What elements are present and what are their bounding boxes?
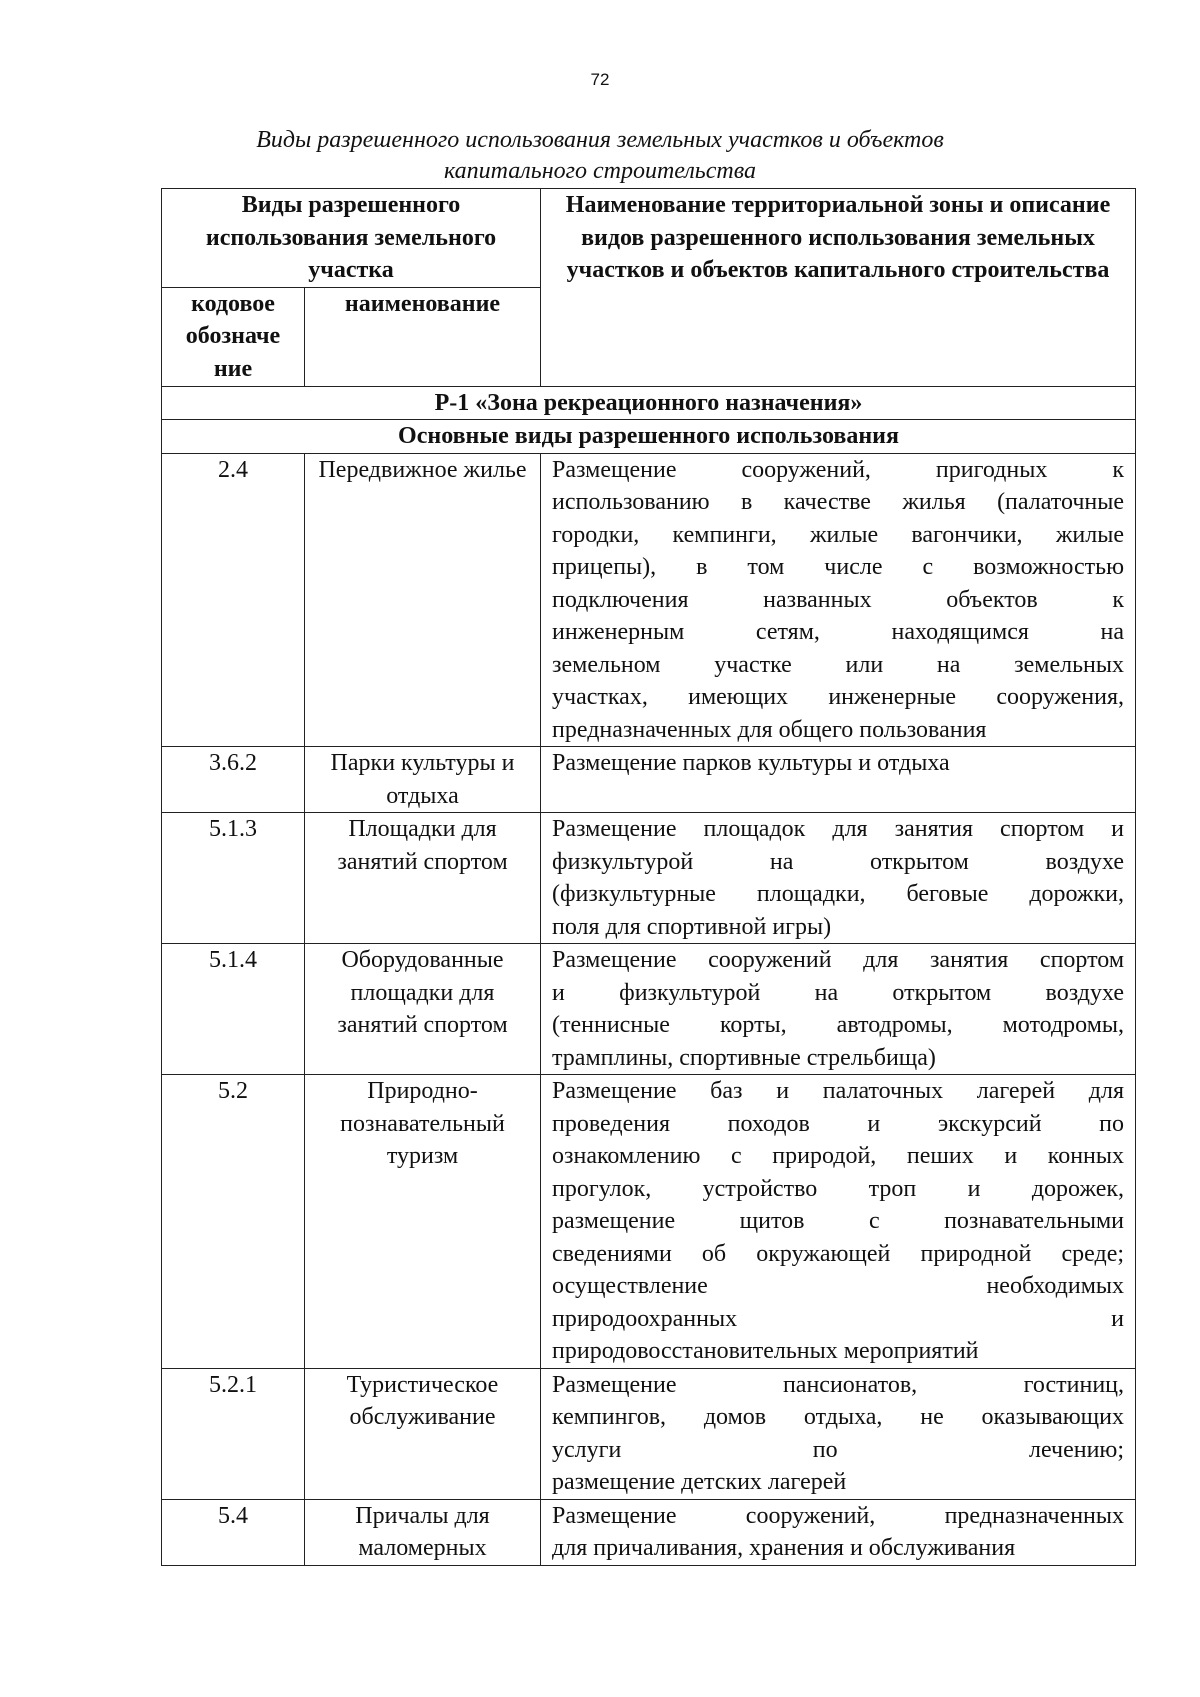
section-title: Основные виды разрешенного использования [162,420,1136,454]
description-line: осуществление необходимых [552,1273,1125,1299]
description-line: проведения походов и экскурсий по [552,1110,1125,1137]
header-code: кодовое обозначе ние [162,287,305,386]
row-name: Туристическое обслуживание [305,1368,541,1499]
row-name: Площадки для занятий спортом [305,813,541,944]
description-line: ознакомлению с природой, пеших и конных [552,1143,1125,1169]
row-description [541,1499,1136,1565]
row-description [541,944,1136,1075]
description-line: и физкультурой на открытом воздухе [552,979,1125,1006]
description-line: (физкультурные площадки, беговые дорожки, [552,881,1125,907]
description-line: Размещение сооружений, пригодных к [552,456,1125,483]
description-line: трамплины, спортивные стрельбища) [552,1044,936,1071]
row-name: Оборудованные площадки для занятий спортом [305,944,541,1075]
row-description [541,747,1136,813]
description-line: (теннисные корты, автодромы, мотодромы, [552,1012,1125,1038]
description-line: природовосстановительных мероприятий [552,1338,979,1364]
table-row [162,1499,1136,1565]
description-line: услуги по лечению; [552,1436,1125,1463]
table-header [162,189,1136,387]
row-code: 5.1.4 [162,944,305,1075]
description-line: Размещение парков культуры и отдыха [552,750,950,776]
description-line: поля для спортивной игры) [552,913,832,940]
row-description [541,1075,1136,1369]
row-description [541,453,1136,747]
description-line: прогулок, устройство троп и дорожек, [552,1175,1125,1202]
land-use-table [161,188,1136,1566]
description-line: участках, имеющих инженерные сооружения, [552,684,1125,710]
description-line: сведениями об окружающей природной среде; [552,1240,1125,1267]
table-row [162,944,1136,1075]
row-code: 5.2.1 [162,1368,305,1499]
description-line: физкультурой на открытом воздухе [552,848,1125,875]
description-line: Размещение сооружений для занятия спортом [552,947,1125,973]
description-line: Размещение баз и палаточных лагерей для [552,1078,1125,1104]
description-line: кемпингов, домов отдыха, не оказывающих [552,1404,1125,1430]
description-line: инженерным сетям, находящимся на [552,619,1125,645]
header-group-title: Виды разрешенного использования земельного участка [162,189,541,288]
row-code: 2.4 [162,453,305,747]
row-name: Передвижное жилье [305,453,541,747]
header-name: наименование [305,287,541,386]
description-line: размещение детских лагерей [552,1469,847,1495]
row-description [541,1368,1136,1499]
row-name: Парки культуры и отдыха [305,747,541,813]
table-row [162,1368,1136,1499]
row-code: 5.1.3 [162,813,305,944]
description-line: земельном участке или на земельных [552,651,1125,678]
description-line: использованию в качестве жилья (палаточные [552,489,1125,515]
table-row [162,747,1136,813]
row-name: Природно-познавательный туризм [305,1075,541,1369]
row-code: 5.2 [162,1075,305,1369]
row-code: 5.4 [162,1499,305,1565]
table-row [162,813,1136,944]
description-line: Размещение пансионатов, гостиниц, [552,1371,1125,1398]
description-line: прицепы), в том числе с возможностью [552,554,1125,580]
zone-title: Р-1 «Зона рекреационного назначения» [162,386,1136,420]
description-line: предназначенных для общего пользования [552,716,987,743]
description-line: Размещение сооружений, предназначенных [552,1502,1125,1529]
description-line: городки, кемпинги, жилые вагончики, жилые [552,521,1125,548]
description-line: размещение щитов с познавательными [552,1208,1125,1234]
table-row [162,1075,1136,1369]
header-description: Наименование территориальной зоны и описание видов разрешенного использования земельных участков и объектов капитального строительства [541,189,1136,387]
row-name: Причалы для маломерных [305,1499,541,1565]
description-line: природоохранных и [552,1305,1125,1332]
table-caption: Виды разрешенного использования земельных участков и объектов капитального строительства [256,127,944,184]
page-number: 72 [590,70,610,89]
description-line: Размещение площадок для занятия спортом и [552,816,1125,842]
description-line: подключения названных объектов к [552,586,1125,613]
table-row [162,453,1136,747]
row-description [541,813,1136,944]
description-line: для причаливания, хранения и обслуживания [552,1535,1016,1561]
row-code: 3.6.2 [162,747,305,813]
table-body [162,386,1136,1565]
